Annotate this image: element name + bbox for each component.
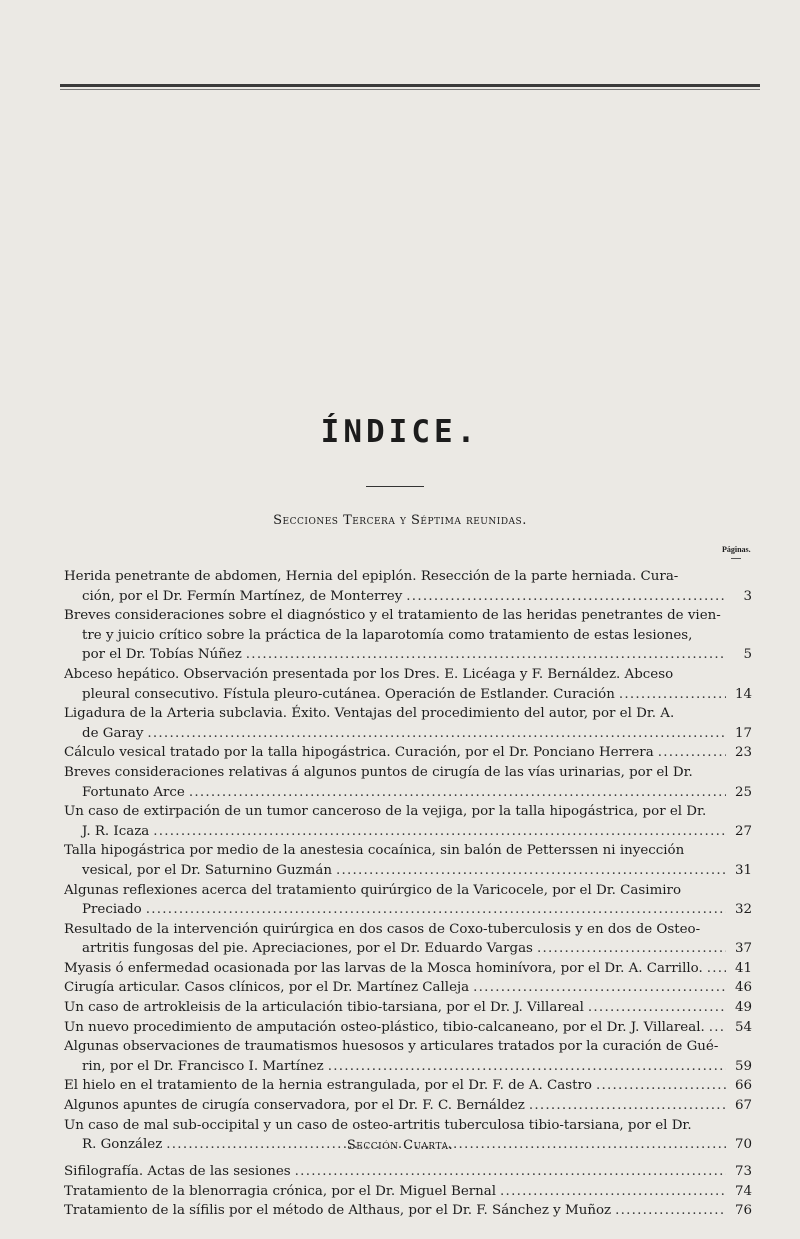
- toc-entry: [64, 1182, 752, 1202]
- dot-leader: [537, 939, 726, 959]
- toc-entry: [64, 1018, 752, 1038]
- toc-list: [64, 567, 752, 1155]
- toc-entry-last-line: [64, 1018, 752, 1038]
- toc-entry-line: Breves consideraciones relativas á algunos puntos de cirugía de las vías urinarias, por el Dr.: [64, 764, 693, 780]
- toc-entry-line: Algunas reflexiones acerca del tratamiento quirúrgico de la Varicocele, por el Dr. Casimiro: [64, 882, 682, 898]
- page-number: 67: [734, 1098, 752, 1114]
- toc-entry-last-line: [64, 822, 752, 842]
- toc-entry: [64, 763, 752, 802]
- pages-label-rule: [731, 558, 741, 559]
- toc-entry-text: de Garay: [82, 725, 144, 741]
- toc-entry-line: Resultado de la intervención quirúrgica en dos casos de Coxo-tuberculosis y en dos de Osteo-: [64, 921, 701, 937]
- dot-leader: [147, 724, 726, 744]
- toc-entry-text: El hielo en el tratamiento de la hernia estrangulada, por el Dr. F. de A. Castro: [64, 1078, 592, 1094]
- dot-leader: [707, 959, 726, 979]
- section-heading: Sección Cuarta.: [346, 1138, 454, 1153]
- toc-entry-line: Herida penetrante de abdomen, Hernia del epiplón. Resección de la parte herniada. Cura-: [64, 569, 679, 584]
- toc-entry-line: tre y juicio crítico sobre la práctica de la laparotomía como tratamiento de estas lesiones,: [82, 627, 693, 643]
- dot-leader: [588, 998, 726, 1018]
- toc-entry-text: Un nuevo procedimiento de amputación osteo-plástico, tibio-calcaneano, por el Dr. J. Villareal.: [64, 1019, 705, 1035]
- dot-leader: [619, 685, 726, 705]
- toc-entry: [64, 802, 752, 841]
- dot-leader: [615, 1201, 726, 1221]
- toc-entry-last-line: [64, 783, 752, 803]
- page-number: 31: [734, 862, 752, 878]
- toc-entry: [64, 1037, 752, 1076]
- toc-entry-text: Fortunato Arce: [82, 784, 185, 800]
- dot-leader: [295, 1162, 726, 1182]
- toc-entry: [64, 978, 752, 998]
- top-rule: [60, 84, 760, 87]
- toc-entry-line: Un caso de mal sub-occipital y un caso de osteo-artritis tuberculosa tibio-tarsiana, por el Dr.: [64, 1117, 692, 1133]
- top-rule-thin: [60, 89, 760, 90]
- dot-leader: [596, 1076, 726, 1096]
- toc-entry: [64, 1076, 752, 1096]
- page-number: 27: [734, 823, 752, 839]
- toc-entry-last-line: [64, 1057, 752, 1077]
- toc-entry-last-line: [64, 1201, 752, 1221]
- page-title: ÍNDICE.: [320, 414, 480, 450]
- page-number: 49: [734, 1000, 752, 1016]
- dot-leader: [500, 1182, 726, 1202]
- toc-entry-last-line: [64, 645, 752, 665]
- pages-column-label: Páginas.: [722, 545, 751, 554]
- toc-entry: [64, 1201, 752, 1221]
- toc-entry: [64, 881, 752, 920]
- toc-entry-text: Algunos apuntes de cirugía conservadora, por el Dr. F. C. Bernáldez: [64, 1098, 525, 1114]
- toc-entry-text: J. R. Icaza: [82, 823, 150, 839]
- dot-leader: [406, 587, 726, 607]
- page-number: 25: [734, 784, 752, 800]
- toc-entry-last-line: [64, 587, 752, 607]
- toc-entry-line: Un caso de extirpación de un tumor canceroso de la vejiga, por la talla hipogástrica, por el Dr.: [64, 804, 707, 820]
- toc-entry-last-line: [64, 959, 752, 979]
- toc-entry-last-line: [64, 900, 752, 920]
- toc-entry-text: artritis fungosas del pie. Apreciaciones, por el Dr. Eduardo Vargas: [82, 941, 533, 957]
- page-number: 17: [734, 725, 752, 741]
- dot-leader: [189, 783, 726, 803]
- toc-entry-line: Breves consideraciones sobre el diagnóstico y el tratamiento de las heridas penetrantes de vien-: [64, 608, 721, 624]
- toc-entry-last-line: [64, 724, 752, 744]
- dot-leader: [146, 900, 726, 920]
- toc-list: [64, 1162, 752, 1221]
- toc-entry-text: Un caso de artrokleisis de la articulación tibio-tarsiana, por el Dr. J. Villareal: [64, 1000, 584, 1016]
- page-number: 41: [734, 960, 752, 976]
- toc-entry-line: Algunas observaciones de traumatismos huesosos y articulares tratados por la curación de Gué-: [64, 1039, 719, 1055]
- page-number: 74: [734, 1183, 752, 1199]
- page-number: 23: [734, 745, 752, 761]
- toc-entry-text: Sifilografía. Actas de las sesiones: [64, 1164, 291, 1179]
- page-number: 5: [743, 647, 752, 663]
- toc-entry: [64, 665, 752, 704]
- toc-entry-last-line: [64, 743, 752, 763]
- toc-entry: [64, 606, 752, 665]
- dot-leader: [709, 1018, 726, 1038]
- toc-entry-text: ción, por el Dr. Fermín Martínez, de Monterrey: [82, 588, 403, 604]
- toc-entry-last-line: [64, 1182, 752, 1202]
- toc-entry-text: Tratamiento de la blenorragia crónica, por el Dr. Miguel Bernal: [64, 1183, 497, 1199]
- dot-leader: [328, 1057, 726, 1077]
- toc-entry-line: Talla hipogástrica por medio de la anestesia cocaínica, sin balón de Petterssen ni inyección: [64, 843, 685, 859]
- page-number: 70: [734, 1137, 752, 1153]
- dot-leader: [153, 822, 726, 842]
- toc-entry: [64, 704, 752, 743]
- toc-entry-text: pleural consecutivo. Fístula pleuro-cutánea. Operación de Estlander. Curación: [82, 686, 615, 702]
- dot-leader: [473, 978, 726, 998]
- title-rule: [366, 486, 424, 487]
- toc-entry: [64, 1162, 752, 1182]
- page-number: 59: [734, 1058, 752, 1074]
- toc-entry-last-line: [64, 861, 752, 881]
- page-number: 46: [734, 980, 752, 996]
- toc-entry: [64, 1096, 752, 1116]
- toc-entry-last-line: [64, 1076, 752, 1096]
- page-number: 54: [734, 1019, 752, 1035]
- toc-entry: [64, 998, 752, 1018]
- toc-entry-text: Myasis ó enfermedad ocasionada por las larvas de la Mosca hominívora, por el Dr. A. Carrillo.: [64, 960, 703, 976]
- page-number: 14: [734, 686, 752, 702]
- dot-leader: [529, 1096, 726, 1116]
- toc-entry-text: Cirugía articular. Casos clínicos, por el Dr. Martínez Calleja: [64, 980, 470, 996]
- dot-leader: [246, 645, 726, 665]
- toc-entry-text: R. González: [82, 1137, 163, 1153]
- toc-entry: [64, 743, 752, 763]
- toc-entry-line: Abceso hepático. Observación presentada por los Dres. E. Licéaga y F. Bernáldez. Abceso: [64, 666, 674, 682]
- page-number: 32: [734, 902, 752, 918]
- toc-entry-line: Ligadura de la Arteria subclavia. Éxito. Ventajas del procedimiento del autor, por el Dr. A.: [64, 706, 675, 722]
- toc-entry: [64, 959, 752, 979]
- section-heading: Secciones Tercera y Séptima reunidas.: [273, 513, 527, 528]
- toc-entry-text: por el Dr. Tobías Núñez: [82, 647, 242, 663]
- page-number: 73: [734, 1164, 752, 1179]
- toc-entry-text: rin, por el Dr. Francisco I. Martínez: [82, 1058, 324, 1074]
- toc-entry-text: Preciado: [82, 902, 142, 918]
- page-number: 37: [734, 941, 752, 957]
- toc-entry-text: Cálculo vesical tratado por la talla hipogástrica. Curación, por el Dr. Ponciano Herrera: [64, 745, 654, 761]
- toc-entry-last-line: [64, 998, 752, 1018]
- toc-entry: [64, 567, 752, 606]
- toc-entry-last-line: [64, 685, 752, 705]
- toc-entry-last-line: [64, 1096, 752, 1116]
- toc-entry: [64, 841, 752, 880]
- toc-entry-text: Tratamiento de la sífilis por el método de Althaus, por el Dr. F. Sánchez y Muñoz: [64, 1203, 612, 1219]
- toc-entry: [64, 920, 752, 959]
- toc-entry-last-line: [64, 978, 752, 998]
- dot-leader: [658, 743, 726, 763]
- dot-leader: [336, 861, 726, 881]
- page-number: 3: [743, 588, 752, 604]
- toc-entry-last-line: [64, 1162, 752, 1182]
- page-number: 66: [734, 1078, 752, 1094]
- toc-entry-text: vesical, por el Dr. Saturnino Guzmán: [82, 862, 332, 878]
- page-number: 76: [734, 1203, 752, 1219]
- toc-entry-last-line: [64, 939, 752, 959]
